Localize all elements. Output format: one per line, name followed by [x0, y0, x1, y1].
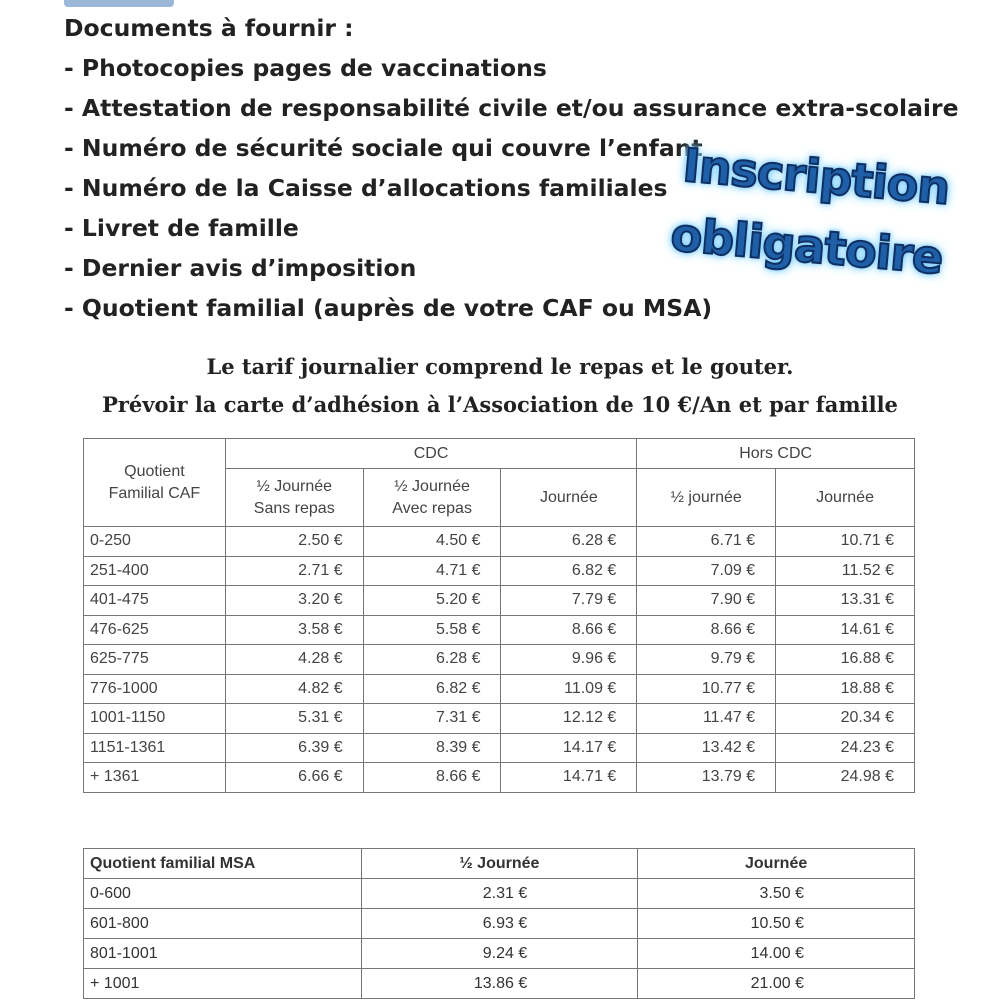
price-cell: 9.96 €	[501, 645, 637, 675]
price-cell: 11.47 €	[637, 704, 776, 734]
note-line-2: Prévoir la carte d’adhésion à l’Association de 10 €/An et par famille	[102, 392, 898, 417]
table-row	[84, 763, 915, 793]
price-cell: 6.28 €	[501, 527, 637, 557]
document-item: - Livret de famille	[64, 214, 299, 242]
header-line: ½ Journée	[256, 477, 333, 495]
qf-range-cell: + 1361	[84, 763, 226, 793]
demi-journee-avec-repas-header	[363, 469, 501, 527]
qf-range-cell: 0-250	[84, 527, 226, 557]
document-item: - Numéro de la Caisse d’allocations familiales	[64, 174, 668, 202]
price-cell: 6.93 €	[361, 909, 638, 939]
price-cell: 18.88 €	[776, 674, 915, 704]
price-cell: 14.17 €	[501, 733, 637, 763]
qf-range-cell: 1001-1150	[84, 704, 226, 734]
price-cell: 6.28 €	[363, 645, 501, 675]
document-item: - Dernier avis d’imposition	[64, 254, 417, 282]
document-item: - Quotient familial (auprès de votre CAF ou MSA)	[64, 294, 713, 322]
price-cell: 8.39 €	[363, 733, 501, 763]
msa-journee-header: Journée	[638, 849, 915, 879]
price-cell: 9.24 €	[361, 939, 638, 969]
price-cell: 8.66 €	[637, 615, 776, 645]
documents-title: Documents à fournir :	[64, 14, 354, 42]
price-cell: 7.90 €	[637, 586, 776, 616]
hors-demi-journee-header: ½ journée	[637, 469, 776, 527]
price-cell: 7.09 €	[637, 556, 776, 586]
price-cell: 13.31 €	[776, 586, 915, 616]
price-cell: 7.31 €	[363, 704, 501, 734]
price-cell: 21.00 €	[638, 969, 915, 999]
msa-table-body	[84, 879, 915, 999]
table-row	[84, 939, 915, 969]
price-cell: 13.79 €	[637, 763, 776, 793]
qf-range-cell: 801-1001	[84, 939, 362, 969]
price-cell: 9.79 €	[637, 645, 776, 675]
price-cell: 4.82 €	[225, 674, 363, 704]
table-row	[84, 733, 915, 763]
price-cell: 2.31 €	[361, 879, 638, 909]
msa-demi-journee-header: ½ Journée	[361, 849, 638, 879]
qf-range-cell: 625-775	[84, 645, 226, 675]
table-row	[84, 674, 915, 704]
price-cell: 3.20 €	[225, 586, 363, 616]
document-item: - Numéro de sécurité sociale qui couvre l’enfant	[64, 134, 703, 162]
price-cell: 8.66 €	[363, 763, 501, 793]
price-cell: 6.39 €	[225, 733, 363, 763]
table-row	[84, 704, 915, 734]
table-row	[84, 909, 915, 939]
price-cell: 4.71 €	[363, 556, 501, 586]
price-cell: 5.20 €	[363, 586, 501, 616]
note-line-1: Le tarif journalier comprend le repas et le gouter.	[206, 354, 794, 379]
price-cell: 6.71 €	[637, 527, 776, 557]
price-cell: 6.82 €	[363, 674, 501, 704]
qf-msa-header: Quotient familial MSA	[84, 849, 362, 879]
header-line: Avec repas	[392, 499, 472, 517]
qf-header-line: Quotient	[124, 462, 185, 480]
qf-range-cell: 0-600	[84, 879, 362, 909]
document-item: - Attestation de responsabilité civile et/ou assurance extra-scolaire	[64, 94, 959, 122]
price-cell: 16.88 €	[776, 645, 915, 675]
price-cell: 4.50 €	[363, 527, 501, 557]
price-cell: 20.34 €	[776, 704, 915, 734]
demi-journee-sans-repas-header	[225, 469, 363, 527]
price-cell: 3.58 €	[225, 615, 363, 645]
table-row	[84, 969, 915, 999]
price-cell: 5.31 €	[225, 704, 363, 734]
table-row	[84, 586, 915, 616]
stamp-line-2: obligatoire	[668, 207, 945, 285]
caf-table-body	[84, 527, 915, 793]
qf-range-cell: 476-625	[84, 615, 226, 645]
price-cell: 6.66 €	[225, 763, 363, 793]
table-row	[84, 615, 915, 645]
price-cell: 7.79 €	[501, 586, 637, 616]
qf-range-cell: 601-800	[84, 909, 362, 939]
inscription-stamp	[664, 137, 977, 323]
price-cell: 13.86 €	[361, 969, 638, 999]
qf-range-cell: + 1001	[84, 969, 362, 999]
price-cell: 8.66 €	[501, 615, 637, 645]
tariff-notes	[0, 348, 1000, 424]
qf-caf-header	[84, 439, 226, 527]
price-cell: 3.50 €	[638, 879, 915, 909]
table-row	[84, 645, 915, 675]
table-row	[84, 527, 915, 557]
qf-range-cell: 1151-1361	[84, 733, 226, 763]
qf-range-cell: 776-1000	[84, 674, 226, 704]
cdc-group-header: CDC	[225, 439, 636, 469]
price-cell: 5.58 €	[363, 615, 501, 645]
price-cell: 11.52 €	[776, 556, 915, 586]
header-line: ½ Journée	[394, 477, 470, 495]
price-cell: 4.28 €	[225, 645, 363, 675]
stamp-line-1: Inscription	[680, 137, 952, 215]
journee-header: Journée	[501, 469, 637, 527]
qf-range-cell: 401-475	[84, 586, 226, 616]
top-decoration	[64, 0, 174, 7]
qf-header-line: Familial CAF	[108, 484, 201, 502]
price-cell: 11.09 €	[501, 674, 637, 704]
document-item: - Photocopies pages de vaccinations	[64, 54, 547, 82]
table-row	[84, 556, 915, 586]
caf-tariff-table	[83, 438, 915, 793]
price-cell: 14.00 €	[638, 939, 915, 969]
price-cell: 12.12 €	[501, 704, 637, 734]
header-line: Sans repas	[253, 499, 335, 517]
price-cell: 13.42 €	[637, 733, 776, 763]
price-cell: 14.61 €	[776, 615, 915, 645]
price-cell: 2.71 €	[225, 556, 363, 586]
price-cell: 2.50 €	[225, 527, 363, 557]
price-cell: 24.23 €	[776, 733, 915, 763]
qf-range-cell: 251-400	[84, 556, 226, 586]
price-cell: 24.98 €	[776, 763, 915, 793]
hors-cdc-group-header: Hors CDC	[637, 439, 915, 469]
table-row	[84, 879, 915, 909]
price-cell: 10.71 €	[776, 527, 915, 557]
msa-tariff-table	[83, 848, 915, 999]
price-cell: 14.71 €	[501, 763, 637, 793]
price-cell: 10.77 €	[637, 674, 776, 704]
hors-journee-header: Journée	[776, 469, 915, 527]
price-cell: 10.50 €	[638, 909, 915, 939]
price-cell: 6.82 €	[501, 556, 637, 586]
